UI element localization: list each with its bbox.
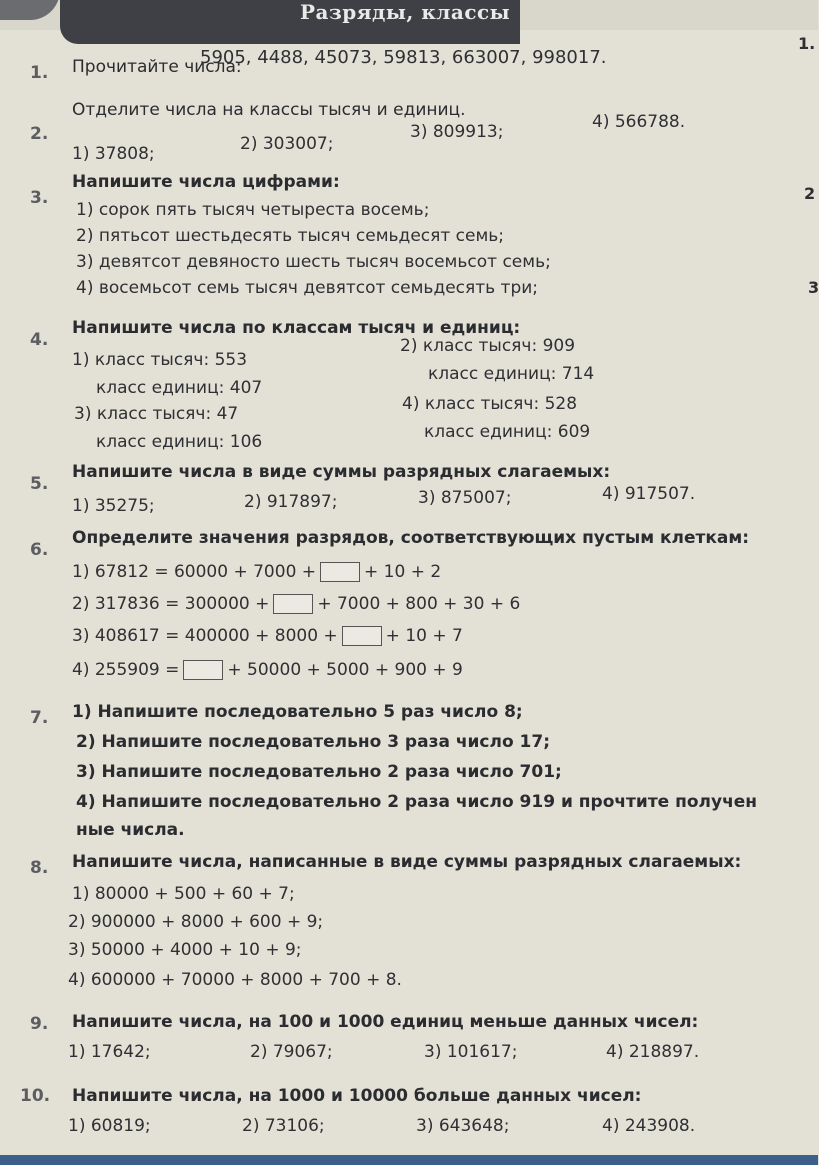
list-item: 2) 900000 + 8000 + 600 + 9; — [68, 912, 324, 932]
equation-line — [72, 562, 441, 582]
margin-mark-mid: 2 — [804, 184, 816, 203]
list-item: 1) Напишите последовательно 5 раз число 8; — [72, 702, 523, 722]
list-item: 1) 37808; — [72, 144, 155, 164]
exercise-task: Напишите числа в виде суммы разрядных слагаемых: — [72, 462, 611, 482]
exercise-number: 8. — [30, 858, 49, 878]
list-item: 4) восемьсот семь тысяч девятсот семьдесять три; — [76, 278, 539, 298]
class-thousands: 3) класс тысяч: 47 — [74, 404, 239, 424]
list-item: 2) 303007; — [240, 134, 334, 154]
list-item: 4) 566788. — [592, 112, 686, 132]
list-item: 2) 917897; — [244, 492, 338, 512]
exercise-number: 7. — [30, 708, 49, 728]
equation-right: + 50000 + 5000 + 900 + 9 — [227, 660, 463, 680]
list-item: 4) 917507. — [602, 484, 696, 504]
number-list: 5905, 4488, 45073, 59813, 663007, 998017. — [200, 47, 607, 68]
equation-left: 4) 255909 = — [72, 660, 180, 680]
equation-line — [72, 594, 520, 614]
empty-cell-box[interactable] — [320, 562, 360, 582]
exercise-task: Отделите числа на классы тысяч и единиц. — [72, 100, 466, 120]
exercise-number: 1. — [30, 63, 49, 83]
exercise-number: 3. — [30, 188, 49, 208]
list-item: 3) 101617; — [424, 1042, 518, 1062]
list-item: 1) 35275; — [72, 496, 155, 516]
margin-mark-lower: 3 — [808, 278, 819, 297]
list-item: 1) 80000 + 500 + 60 + 7; — [72, 884, 295, 904]
exercise-number: 5. — [30, 474, 49, 494]
page-bottom-edge — [0, 1155, 818, 1165]
list-item: 3) 50000 + 4000 + 10 + 9; — [68, 940, 302, 960]
class-thousands: 2) класс тысяч: 909 — [400, 336, 576, 356]
exercise-number: 4. — [30, 330, 49, 350]
list-item: 4) 600000 + 70000 + 8000 + 700 + 8. — [68, 970, 402, 990]
list-item: 3) 809913; — [410, 122, 504, 142]
exercise-number: 6. — [30, 540, 49, 560]
list-item: 4) Напишите последовательно 2 раза число 919 и прочтите получен — [76, 792, 758, 812]
class-units: класс единиц: 714 — [428, 364, 595, 384]
equation-left: 2) 317836 = 300000 + — [72, 594, 270, 614]
list-item: 3) 875007; — [418, 488, 512, 508]
class-units: класс единиц: 609 — [424, 422, 591, 442]
class-thousands: 1) класс тысяч: 553 — [72, 350, 248, 370]
exercise-task: Прочитайте числа: — [72, 57, 242, 77]
list-item: 4) 218897. — [606, 1042, 700, 1062]
list-item: 2) 73106; — [242, 1116, 325, 1136]
list-item: 3) девятсот девяносто шесть тысяч восемьсот семь; — [76, 252, 551, 272]
equation-line — [72, 626, 463, 646]
list-item: 1) 17642; — [68, 1042, 151, 1062]
class-units: класс единиц: 106 — [96, 432, 263, 452]
exercise-number: 10. — [20, 1086, 51, 1106]
equation-left: 3) 408617 = 400000 + 8000 + — [72, 626, 338, 646]
exercise-number: 2. — [30, 124, 49, 144]
equation-left: 1) 67812 = 60000 + 7000 + — [72, 562, 317, 582]
exercise-task: Напишите числа цифрами: — [72, 172, 340, 192]
list-item: 3) Напишите последовательно 2 раза число 701; — [76, 762, 562, 782]
class-units: класс единиц: 407 — [96, 378, 263, 398]
equation-line — [72, 660, 463, 680]
list-item: ные числа. — [76, 820, 185, 840]
margin-mark-top: 1. — [798, 34, 816, 53]
exercise-task: Напишите числа, написанные в виде суммы разрядных слагаемых: — [72, 852, 742, 872]
empty-cell-box[interactable] — [273, 594, 313, 614]
exercise-task: Напишите числа, на 100 и 1000 единиц меньше данных чисел: — [72, 1012, 699, 1032]
empty-cell-box[interactable] — [342, 626, 382, 646]
page-title: Разряды, классы — [300, 0, 511, 24]
class-thousands: 4) класс тысяч: 528 — [402, 394, 578, 414]
empty-cell-box[interactable] — [183, 660, 223, 680]
list-item: 1) сорок пять тысяч четыреста восемь; — [76, 200, 430, 220]
list-item: 4) 243908. — [602, 1116, 696, 1136]
list-item: 2) 79067; — [250, 1042, 333, 1062]
exercise-task: Определите значения разрядов, соответствующих пустым клеткам: — [72, 528, 750, 548]
equation-right: + 10 + 2 — [364, 562, 442, 582]
exercise-task: Напишите числа по классам тысяч и единиц: — [72, 318, 521, 338]
list-item: 2) пятьсот шестьдесять тысяч семьдесят семь; — [76, 226, 505, 246]
equation-right: + 7000 + 800 + 30 + 6 — [317, 594, 521, 614]
list-item: 1) 60819; — [68, 1116, 151, 1136]
list-item: 3) 643648; — [416, 1116, 510, 1136]
exercise-task: Напишите числа, на 1000 и 10000 больше данных чисел: — [72, 1086, 642, 1106]
equation-right: + 10 + 7 — [385, 626, 463, 646]
list-item: 2) Напишите последовательно 3 раза число 17; — [76, 732, 551, 752]
exercise-number: 9. — [30, 1014, 49, 1034]
